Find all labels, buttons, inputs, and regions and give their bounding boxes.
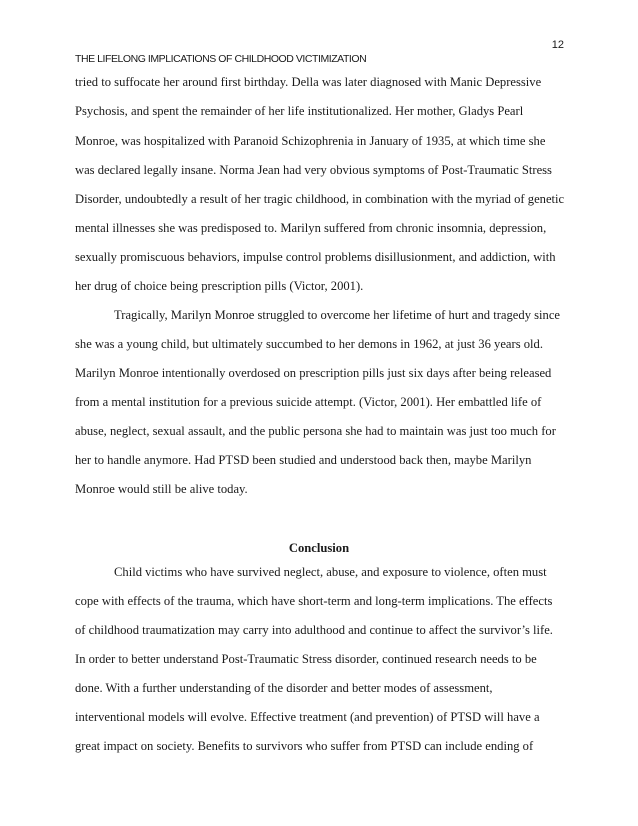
body-text-line: Child victims who have survived neglect, abuse, and exposure to violence, often must [114, 565, 547, 579]
body-text-line: Disorder, undoubtedly a result of her tragic childhood, in combination with the myriad of genetic [75, 192, 565, 206]
section-heading-conclusion: Conclusion [288, 541, 350, 555]
body-text-line: of childhood traumatization may carry into adulthood and continue to affect the survivor’s life. [75, 623, 553, 637]
body-text-line: interventional models will evolve. Effective treatment (and prevention) of PTSD will have a [75, 710, 540, 724]
body-text-line: tried to suffocate her around first birthday. Della was later diagnosed with Manic Depressive [75, 75, 542, 89]
body-text-line: cope with effects of the trauma, which have short-term and long-term implications. The effects [75, 594, 553, 608]
page-number: 12 [551, 39, 564, 51]
body-text-line: from a mental institution for a previous suicide attempt. (Victor, 2001). Her embattled life of [75, 395, 542, 409]
body-text-line: sexually promiscuous behaviors, impulse control problems disillusionment, and addiction, with [75, 250, 556, 264]
body-text-line: her to handle anymore. Had PTSD been studied and understood back then, maybe Marilyn [75, 453, 532, 467]
body-text-line: she was a young child, but ultimately succumbed to her demons in 1962, at just 36 years old. [75, 337, 543, 351]
body-text-line: Tragically, Marilyn Monroe struggled to overcome her lifetime of hurt and tragedy since [114, 308, 561, 322]
body-text-line: Marilyn Monroe intentionally overdosed on prescription pills just six days after being released [75, 366, 552, 380]
body-text-line: done. With a further understanding of the disorder and better modes of assessment, [75, 681, 493, 695]
body-text-line: was declared legally insane. Norma Jean had very obvious symptoms of Post-Traumatic Stress [75, 163, 552, 177]
body-text-line: mental illnesses she was predisposed to. Marilyn suffered from chronic insomnia, depression, [75, 221, 547, 235]
body-text-line: abuse, neglect, sexual assault, and the public persona she had to maintain was just too much for [75, 424, 556, 438]
body-text-line: great impact on society. Benefits to survivors who suffer from PTSD can include ending of [75, 739, 534, 753]
body-text-line: Psychosis, and spent the remainder of her life institutionalized. Her mother, Gladys Pearl [75, 104, 524, 118]
running-head: THE LIFELONG IMPLICATIONS OF CHILDHOOD VICTIMIZATION [75, 53, 367, 65]
body-text-line: Monroe would still be alive today. [75, 482, 248, 496]
body-text-line: In order to better understand Post-Traumatic Stress disorder, continued research needs to be [75, 652, 537, 666]
body-text-line: Monroe, was hospitalized with Paranoid Schizophrenia in January of 1935, at which time she [75, 134, 546, 148]
body-text-line: her drug of choice being prescription pills (Victor, 2001). [75, 279, 364, 293]
